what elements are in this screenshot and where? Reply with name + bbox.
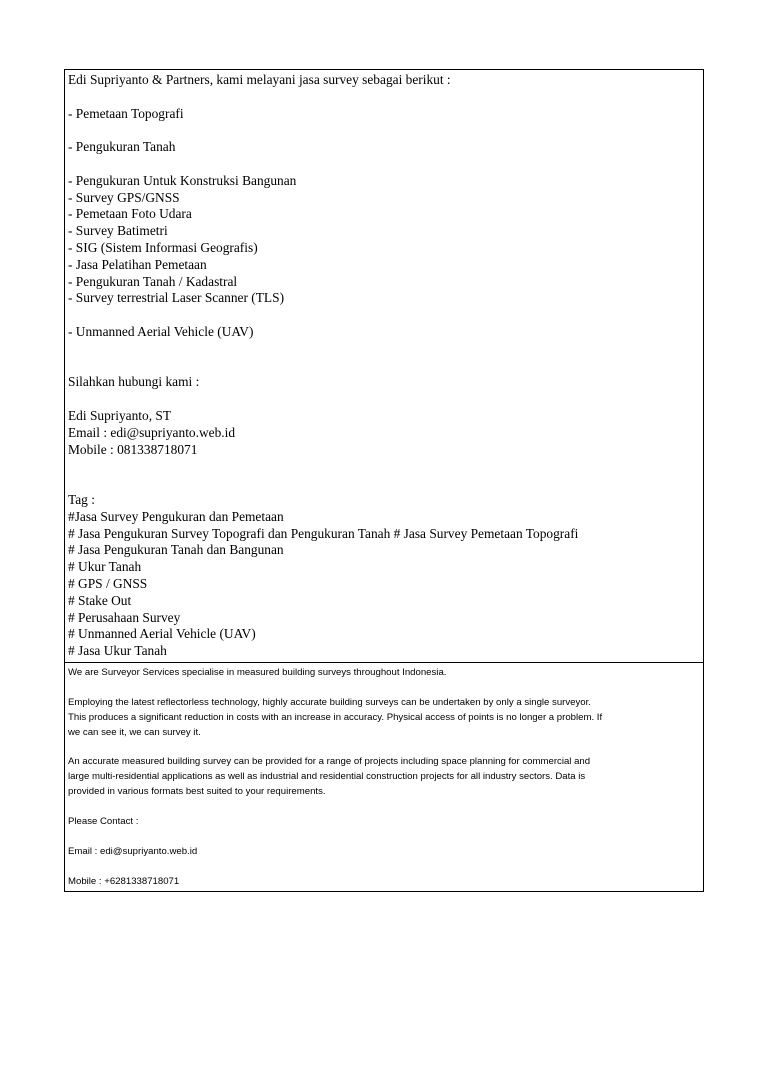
tag-item: #Jasa Survey Pengukuran dan Pemetaan xyxy=(68,508,284,524)
paragraph-line: large multi-residential applications as well as industrial and residential construction projects for all industry sectors. Data is xyxy=(68,771,586,783)
service-item: - Pemetaan Topografi xyxy=(68,105,184,121)
service-item: - Jasa Pelatihan Pemetaan xyxy=(68,256,207,272)
service-item: - Survey Batimetri xyxy=(68,223,168,239)
service-item: - Pengukuran Tanah / Kadastral xyxy=(68,273,238,289)
tag-heading: Tag : xyxy=(68,491,95,507)
service-item: - SIG (Sistem Informasi Geografis) xyxy=(68,239,258,255)
contact-heading: Silahkan hubungi kami : xyxy=(68,374,200,390)
paragraph-line: An accurate measured building survey can be provided for a range of projects including space planning for commercial and xyxy=(68,756,591,768)
paragraph-line: we can see it, we can survey it. xyxy=(68,726,201,738)
tag-item: # Stake Out xyxy=(68,592,132,608)
service-item: - Survey GPS/GNSS xyxy=(68,189,180,205)
tag-item: # Unmanned Aerial Vehicle (UAV) xyxy=(68,626,256,642)
intro-text: We are Surveyor Services specialise in measured building surveys throughout Indonesia. xyxy=(68,667,447,678)
service-item: - Unmanned Aerial Vehicle (UAV) xyxy=(68,323,254,339)
tag-item: # Jasa Pengukuran Survey Topografi dan Pengukuran Tanah # Jasa Survey Pemetaan Topografi xyxy=(68,525,579,541)
intro-text: Edi Supriyanto & Partners, kami melayani jasa survey sebagai berikut : xyxy=(68,72,451,87)
contact-mobile: Mobile : 081338718071 xyxy=(68,441,198,457)
paragraph-line: Employing the latest reflectorless technology, highly accurate building surveys can be undertaken by only a single surveyor. xyxy=(68,696,591,708)
indonesian-services-cell xyxy=(65,70,703,662)
service-item: - Pemetaan Foto Udara xyxy=(68,206,192,222)
service-item: - Survey terrestrial Laser Scanner (TLS) xyxy=(68,290,285,306)
contact-heading: Please Contact : xyxy=(68,816,139,828)
tag-item: # Ukur Tanah xyxy=(68,559,142,575)
service-item: - Pengukuran Tanah xyxy=(68,139,176,155)
service-item: - Pengukuran Untuk Konstruksi Bangunan xyxy=(68,172,297,188)
contact-email: Email : edi@supriyanto.web.id xyxy=(68,845,198,857)
document-table xyxy=(64,69,704,892)
contact-mobile: Mobile : +6281338718071 xyxy=(68,875,180,887)
tag-item: # Jasa Ukur Tanah xyxy=(68,643,167,659)
contact-email: Email : edi@supriyanto.web.id xyxy=(68,424,236,440)
tag-item: # GPS / GNSS xyxy=(68,575,148,591)
tag-item: # Perusahaan Survey xyxy=(68,609,181,625)
tag-item: # Jasa Pengukuran Tanah dan Bangunan xyxy=(68,542,284,558)
paragraph-line: provided in various formats best suited to your requirements. xyxy=(68,786,326,798)
paragraph-line: This produces a significant reduction in costs with an increase in accuracy. Physical access of points is no longer a problem. If xyxy=(68,711,603,723)
contact-name: Edi Supriyanto, ST xyxy=(68,407,172,423)
english-services-cell xyxy=(65,662,703,891)
